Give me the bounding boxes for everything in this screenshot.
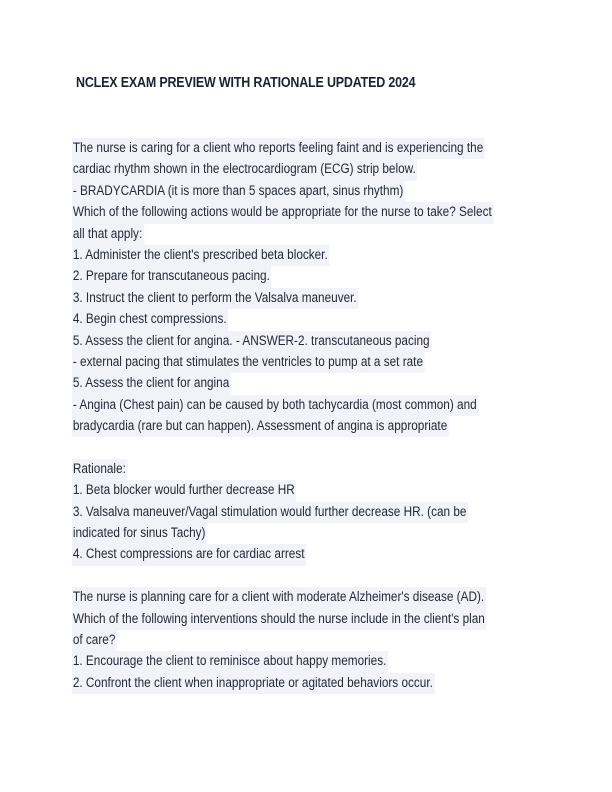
option-line: 1. Administer the client's prescribed beta blocker.	[72, 244, 542, 265]
option-line: 3. Instruct the client to perform the Valsalva maneuver.	[72, 287, 542, 308]
spacer	[72, 565, 542, 586]
option-line: 2. Prepare for transcutaneous pacing.	[72, 265, 542, 286]
option-line: 1. Encourage the client to reminisce about happy memories.	[72, 650, 542, 671]
rationale-line: 3. Valsalva maneuver/Vagal stimulation would further decrease HR. (can be	[72, 501, 542, 522]
option-line: 4. Begin chest compressions.	[72, 308, 542, 329]
rationale-line: 1. Beta blocker would further decrease HR	[72, 479, 542, 500]
text-line: The nurse is caring for a client who reports feeling faint and is experiencing the	[72, 137, 542, 158]
option-line: 2. Confront the client when inappropriate or agitated behaviors occur.	[72, 672, 542, 693]
text-line: - Angina (Chest pain) can be caused by both tachycardia (most common) and	[72, 394, 542, 415]
answer-line: 5. Assess the client for angina. - ANSWER-2. transcutaneous pacing	[72, 330, 542, 351]
text-line: - BRADYCARDIA (it is more than 5 spaces apart, sinus rhythm)	[72, 180, 542, 201]
rationale-line: indicated for sinus Tachy)	[72, 522, 542, 543]
question-text: Which of the following interventions should the nurse include in the client's plan	[72, 608, 542, 629]
text-line: bradycardia (rare but can happen). Assessment of angina is appropriate	[72, 415, 542, 436]
spacer	[72, 436, 542, 457]
text-line: 5. Assess the client for angina	[72, 372, 542, 393]
question-text: of care?	[72, 629, 542, 650]
document-body	[72, 137, 542, 693]
question-text: The nurse is planning care for a client with moderate Alzheimer's disease (AD).	[72, 586, 542, 607]
question-text: Which of the following actions would be appropriate for the nurse to take? Select	[72, 201, 542, 222]
text-line: cardiac rhythm shown in the electrocardiogram (ECG) strip below.	[72, 158, 542, 179]
rationale-heading: Rationale:	[72, 458, 542, 479]
document-title: NCLEX EXAM PREVIEW WITH RATIONALE UPDATED 2024	[76, 75, 416, 91]
text-line: all that apply:	[72, 223, 542, 244]
rationale-line: 4. Chest compressions are for cardiac arrest	[72, 543, 542, 564]
text-line: - external pacing that stimulates the ventricles to pump at a set rate	[72, 351, 542, 372]
